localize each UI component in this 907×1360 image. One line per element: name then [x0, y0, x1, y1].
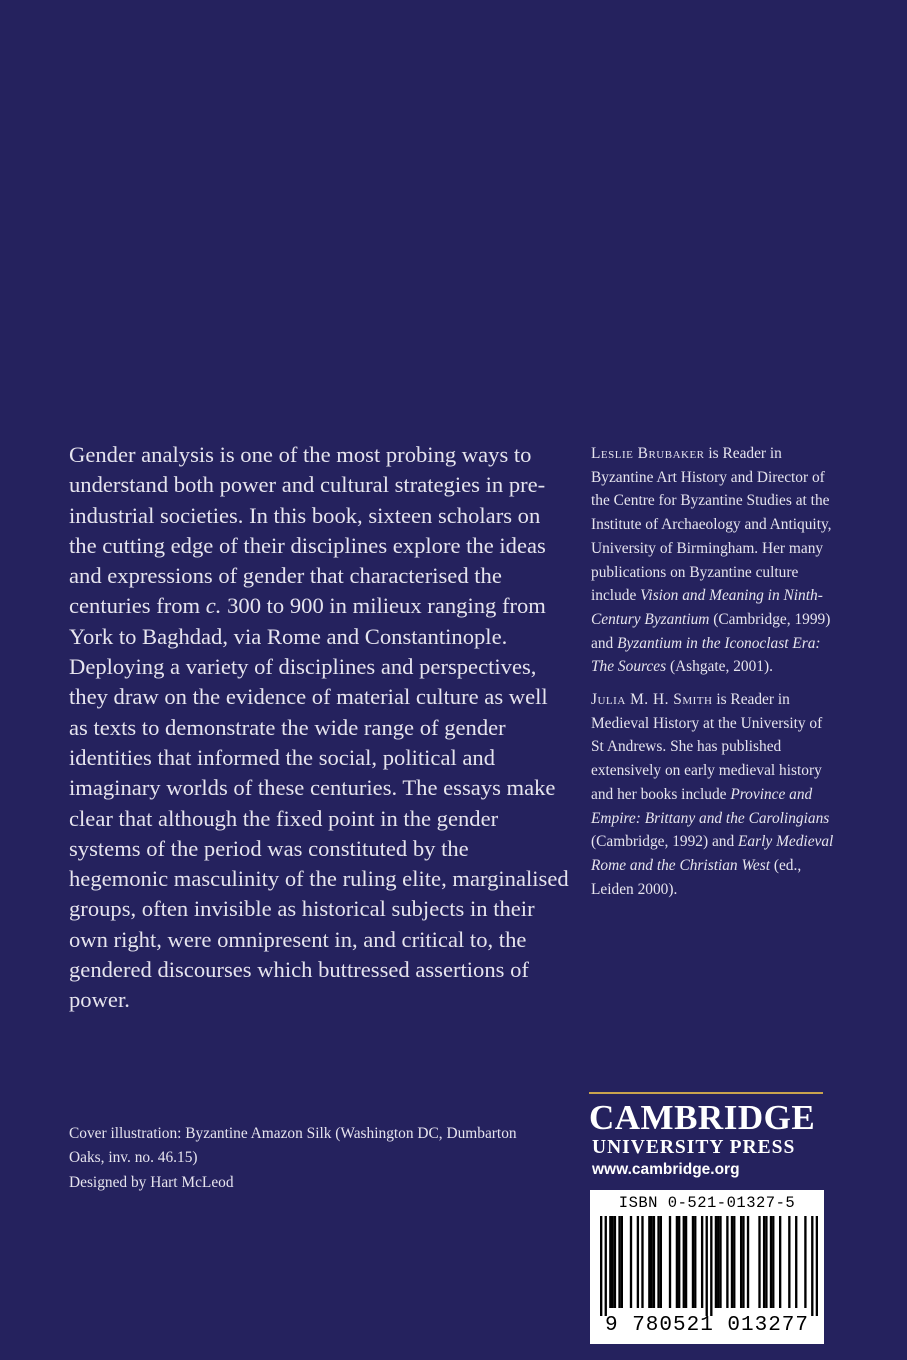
- barcode-bar: [650, 1216, 652, 1308]
- barcode-bar: [660, 1216, 662, 1308]
- blurb-part-1: Gender analysis is one of the most probing ways to understand both power and cultural strategies in pre-industrial societies. In this book, sixteen scholars on the cutting edge of their disciplines explore the ideas and expressions of gender that characterised the centuries from: [69, 442, 546, 619]
- barcode-bar: [811, 1216, 813, 1316]
- barcode-bar: [653, 1216, 655, 1308]
- barcode-bar: [648, 1216, 650, 1308]
- bio-smith: [591, 688, 836, 901]
- barcode-bar: [788, 1216, 790, 1308]
- bio-smith-title-1: Province and Empire: Brittany and the Carolingians: [591, 785, 830, 827]
- barcode-bar: [770, 1216, 772, 1308]
- blurb-part-2: 300 to 900 in milieux ranging from York to Baghdad, via Rome and Constantinople. Deploying a variety of disciplines and perspectives, they draw on the evidence of material culture as well as texts to demonstrate the wide range of gender identities that informed the social, political and imaginary worlds of these centuries. The essays make clear that although the fixed point in the gender systems of the period was constituted by the hegemonic masculinity of the ruling elite, marginalised groups, often invisible as historical subjects in their own right, were omnipresent in, and critical to, the gendered discourses which buttressed assertions of power.: [69, 593, 569, 1013]
- isbn-barcode-box: [590, 1190, 824, 1344]
- barcode-bar: [701, 1216, 703, 1308]
- publisher-rule: [589, 1092, 823, 1094]
- barcode-image: [600, 1216, 818, 1316]
- barcode-bar: [637, 1216, 639, 1308]
- barcode-bar: [605, 1216, 607, 1316]
- barcode-bar: [710, 1216, 712, 1316]
- barcode-bar: [692, 1216, 694, 1308]
- barcode-bar: [694, 1216, 696, 1308]
- barcode-bar: [747, 1216, 749, 1308]
- bio-smith-text-1: is Reader in Medieval History at the University of St Andrews. She has published extensively on early medieval history and her books include: [591, 691, 823, 803]
- barcode-number: 9 780521 013277: [604, 1314, 810, 1337]
- bio-brubaker-text-1: is Reader in Byzantine Art History and Director of the Centre for Byzantine Studies at the Institute of Archaeology and Antiquity, University of Birmingham. Her many publications on Byzantine culture include: [591, 445, 832, 605]
- barcode-bar: [731, 1216, 733, 1308]
- designer-credit: Designed by Hart McLeod: [69, 1173, 234, 1191]
- barcode-bar: [678, 1216, 680, 1308]
- blurb-text: [69, 440, 569, 1016]
- barcode-bar: [657, 1216, 659, 1308]
- blurb-circa: c.: [205, 593, 222, 619]
- blurb-paragraph: [69, 440, 569, 1016]
- bio-smith-text-3: (ed., Leiden 2000).: [591, 856, 802, 898]
- barcode-bar: [795, 1216, 797, 1308]
- barcode-bar: [804, 1216, 806, 1308]
- publisher-press: UNIVERSITY PRESS: [592, 1137, 796, 1158]
- barcode-bar: [669, 1216, 671, 1308]
- barcode-bar: [621, 1216, 623, 1308]
- isbn-label: ISBN 0-521-01327-5: [618, 1194, 796, 1212]
- barcode-bar: [717, 1216, 719, 1308]
- barcode-bar: [685, 1216, 687, 1308]
- barcode-bar: [726, 1216, 728, 1308]
- bio-brubaker-name: Leslie Brubaker: [591, 445, 705, 462]
- barcode-bar: [614, 1216, 616, 1308]
- bio-smith-text-2: (Cambridge, 1992) and: [591, 833, 739, 851]
- barcode-bar: [758, 1216, 760, 1308]
- bio-brubaker-title-1: Vision and Meaning in Ninth-Century Byzantium: [591, 587, 823, 628]
- barcode-bar: [611, 1216, 613, 1308]
- barcode-bar: [676, 1216, 678, 1308]
- barcode-bar: [630, 1216, 632, 1308]
- barcode-bar: [816, 1216, 818, 1316]
- barcode-bar: [779, 1216, 781, 1308]
- bio-smith-name: Julia M. H. Smith: [591, 691, 713, 709]
- barcode-bar: [742, 1216, 744, 1308]
- barcode-bar: [609, 1216, 611, 1308]
- barcode-bar: [618, 1216, 620, 1308]
- barcode-bar: [600, 1216, 602, 1316]
- publisher-url: www.cambridge.org: [592, 1161, 740, 1178]
- bio-smith-title-2: Early Medieval Rome and the Christian West: [591, 833, 834, 874]
- barcode-bar: [641, 1216, 643, 1308]
- cover-illustration-credit: Cover illustration: Byzantine Amazon Silk (Washington DC, Dumbarton Oaks, inv. no. 46.15): [69, 1125, 517, 1167]
- cover-credits: [69, 1122, 549, 1195]
- barcode-bar: [715, 1216, 717, 1308]
- barcode-bar: [683, 1216, 685, 1308]
- bio-brubaker-text-2: (Cambridge, 1999) and: [591, 610, 831, 652]
- barcode-bar: [719, 1216, 721, 1308]
- barcode-bar: [733, 1216, 735, 1308]
- publisher-name: CAMBRIDGE: [589, 1098, 816, 1137]
- bio-brubaker-text-3: (Ashgate, 2001).: [666, 658, 773, 676]
- bio-brubaker: [591, 442, 836, 679]
- barcode-bar: [772, 1216, 774, 1308]
- author-bios: [591, 442, 836, 910]
- barcode-bar: [765, 1216, 767, 1308]
- barcode-bar: [740, 1216, 742, 1308]
- barcode-bar: [763, 1216, 765, 1308]
- barcode-bar: [706, 1216, 708, 1316]
- bio-brubaker-title-2: Byzantium in the Iconoclast Era: The Sources: [591, 634, 821, 676]
